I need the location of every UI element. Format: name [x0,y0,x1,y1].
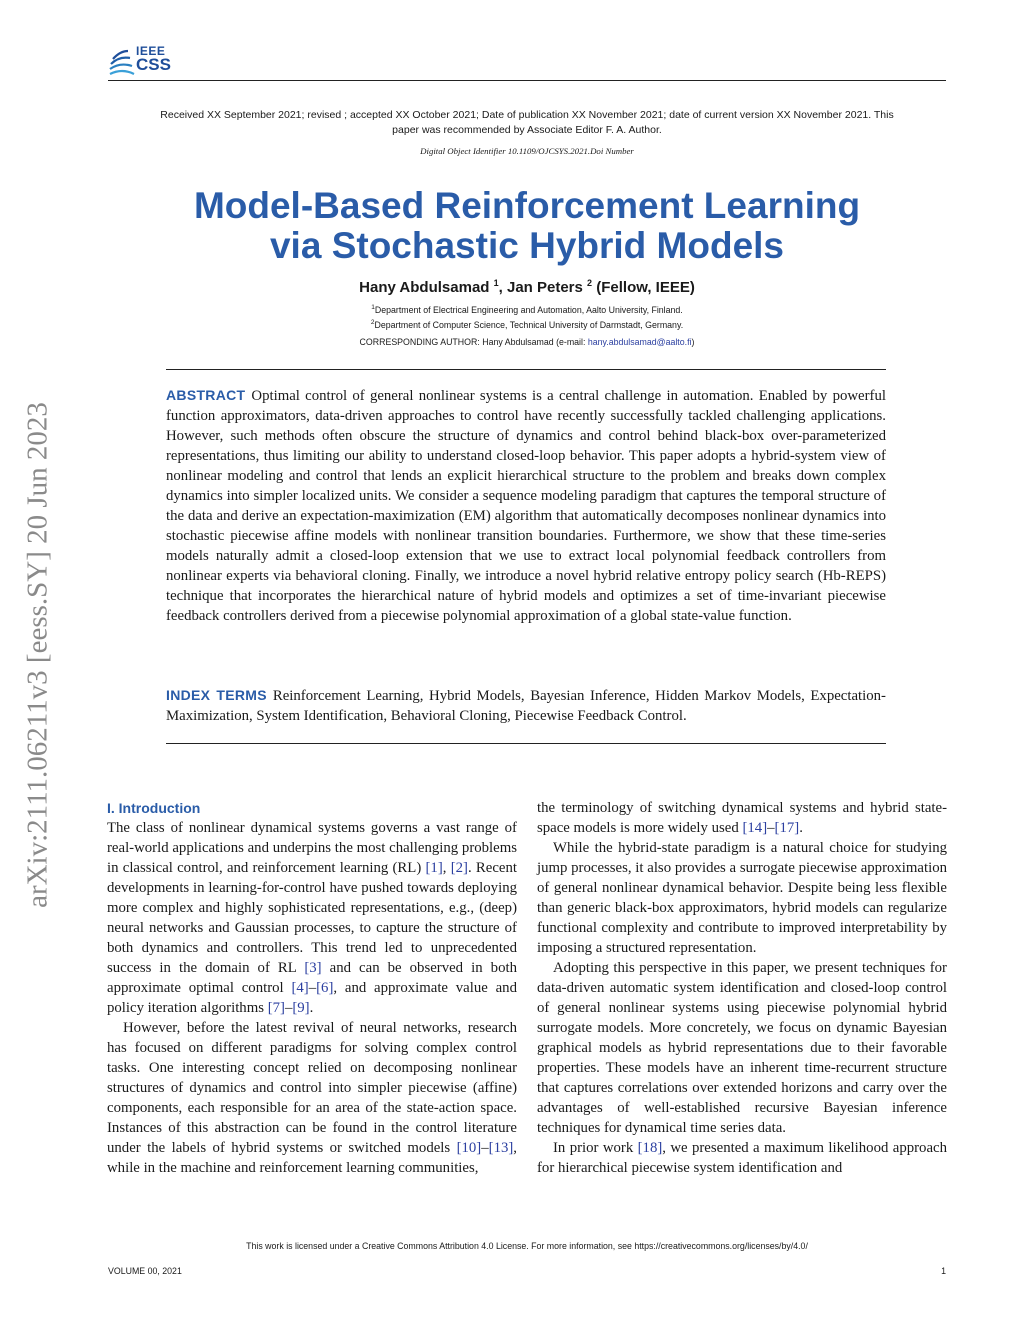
text-span: , while in the machine and reinforcement learning communities, [107,1140,517,1176]
affiliation-1-sup: 1 [371,304,375,311]
abstract-label: ABSTRACT [166,387,246,403]
text-span: . [309,1000,314,1016]
citation-link[interactable]: [7] [267,1000,285,1016]
affiliation-2 [108,319,946,330]
affiliation-2-text: Department of Computer Science, Technical University of Darmstadt, Germany. [374,319,684,330]
corresponding-author [108,337,946,347]
affiliation-1 [108,304,946,315]
ieee-css-logo [108,44,188,80]
arxiv-stamp [14,350,62,960]
text-span: the terminology of switching dynamical systems and hybrid state-space models is more widely used [537,800,947,836]
logo-text-ieee: IEEE [136,44,166,58]
author-1-name: Hany Abdulsamad [359,279,490,296]
intro-paragraph-5 [537,1138,947,1178]
citation-link[interactable]: [14] [742,820,768,836]
text-span: However, before the latest revival of neural networks, research has focused on different paradigms for solving complex control tasks. One interesting concept relied on decomposing nonlinear structures of dynamics and control into simpler piecewise (affine) components, each responsible for an area of the state-action space. Instances of this abstraction can be found in the control literature under the labels of hybrid systems or switched models [107,1020,517,1156]
corresponding-label: CORRESPONDING AUTHOR: Hany Abdulsamad (e-mail: [359,337,588,347]
intro-paragraph-2-cont [537,798,947,838]
citation-link[interactable]: [1] [425,860,443,876]
author-2-name: Jan Peters [506,279,583,296]
citation-link[interactable]: [10] [456,1140,482,1156]
corresponding-email-link[interactable]: hany.abdulsamad@aalto.fi [587,337,692,347]
index-terms-text: Reinforcement Learning, Hybrid Models, Bayesian Inference, Hidden Markov Models, Expectation-Maximization, System Identification, Behavioral Cloning, Piecewise Feedback Control. [166,688,886,724]
intro-paragraph-3: While the hybrid-state paradigm is a natural choice for studying jump processes, it also provides a surrogate piecewise approximation of general nonlinear dynamical behavior. Despite being less flexible than generic black-box approximators, hybrid models can regularize functional complexity and contribute to improved interpretability by imposing a structured representation. [537,840,947,956]
paper-title [108,186,946,266]
author-2-suffix: (Fellow, IEEE) [592,279,695,296]
citation-link[interactable]: [17] [774,820,800,836]
logo-text-css: CSS [136,55,171,74]
intro-paragraph-1 [107,818,517,1018]
author-separator: , [498,279,507,296]
header-rule [108,80,946,81]
text-span: – [481,1140,489,1156]
abstract-bottom-rule [166,743,886,744]
citation-link[interactable]: [4] [291,980,309,996]
citation-link[interactable]: [6] [316,980,334,996]
citation-link[interactable]: [18] [637,1140,663,1156]
license-footer: This work is licensed under a Creative Commons Attribution 4.0 License. For more information, see https://creativecommons.org/licenses/by/4.0/ [246,1241,808,1251]
index-terms-label: INDEX TERMS [166,687,267,703]
citation-link[interactable]: [13] [488,1140,514,1156]
citation-link[interactable]: [9] [292,1000,310,1016]
affiliation-2-sup: 2 [370,319,375,326]
author-1-sup: 1 [493,278,499,288]
text-span: – [767,820,775,836]
citation-link[interactable]: [2] [450,860,468,876]
text-span: , we presented a maximum likelihood approach for hierarchical piecewise system identification and [537,1140,947,1176]
section-heading-introduction: I. Introduction [107,800,201,816]
affiliation-1-text: Department of Electrical Engineering and Automation, Aalto University, Finland. [374,304,683,315]
text-span: , [442,860,451,876]
left-column [107,798,517,1178]
text-span: – [284,1000,293,1016]
volume-footer: VOLUME 00, 2021 [108,1266,182,1276]
intro-paragraph-4: Adopting this perspective in this paper, we present techniques for data-driven automatic system identification and closed-loop control of general nonlinear systems using piecewise polynomial hybrid surrogate models. More concretely, we focus on dynamic Bayesian graphical models as hybrid representations due to their favorable properties. These models have an inherent time-recurrent structure that captures correlations over extended horizons and carry over the advantages of well-established recursive Bayesian inference techniques for dynamical time series data. [537,960,947,1136]
citation-link[interactable]: [3] [304,960,322,976]
text-span: . Recent developments in learning-for-control have pushed towards deploying more complex and highly sophisticated representations, e.g., (deep) neural networks and Gaussian processes, to capture the structure of both dynamics and controllers. This trend led to unprecedented success in the domain of RL [107,860,517,976]
corresponding-close: ) [691,337,695,347]
text-span: The class of nonlinear dynamical systems governs a vast range of real-world applications and underpins the most challenging problems in classical control, and reinforcement learning (RL) [107,820,517,876]
text-span: – [308,980,317,996]
text-span: and can be observed in both approximate optimal control [107,960,517,996]
text-span: In prior work [553,1140,638,1156]
arxiv-stamp-text: arXiv:2111.06211v3 [eess.SY] 20 Jun 2023 [21,402,54,908]
title-line-2: via Stochastic Hybrid Models [269,225,785,266]
index-terms [166,686,886,726]
abstract-text: Optimal control of general nonlinear systems is a central challenge in automation. Enabled by powerful function approximators, data-driven approaches to control have recently successfully tackled challenging applications. However, such methods often obscure the structure of dynamics and control behind black-box over-parameterized representations, thus limiting our ability to understand closed-loop behavior. This paper adopts a hybrid-system view of nonlinear modeling and control that lends an explicit hierarchical structure to the problem and breaks down complex dynamics into simpler localized units. We consider a sequence modeling paradigm that captures the temporal structure of the data and derive an expectation-maximization (EM) algorithm that automatically decomposes nonlinear dynamics into stochastic piecewise affine models with nonlinear transition boundaries. Furthermore, we show that these time-series models naturally admit a closed-loop extension that we use to extract local polynomial feedback controllers from nonlinear experts via behavioral cloning. Finally, we introduce a novel hybrid relative entropy policy search (Hb-REPS) technique that incorporates the hierarchical nature of hybrid models and optimizes a set of time-invariant piecewise feedback controllers derived from a piecewise polynomial approximation of a global state-value function. [166,388,886,624]
intro-paragraph-2 [107,1018,517,1178]
author-list [108,278,946,296]
abstract-top-rule [166,369,886,370]
text-span: , and approximate value and policy iteration algorithms [107,980,517,1016]
text-span: . [799,820,803,836]
abstract [166,386,886,626]
logo-swirl-icon [108,48,136,78]
author-2-sup: 2 [587,278,593,288]
title-line-1: Model-Based Reinforcement Learning [193,185,861,226]
received-dates: Received XX September 2021; revised ; accepted XX October 2021; Date of publication XX November 2021; date of current version XX November 2021. This paper was recommended by Associate Editor F. A. Author. [160,109,894,136]
doi-line: Digital Object Identifier 10.1109/OJCSYS.2021.Doi Number [420,146,634,156]
right-column [537,798,947,1178]
page-number: 1 [941,1266,946,1276]
